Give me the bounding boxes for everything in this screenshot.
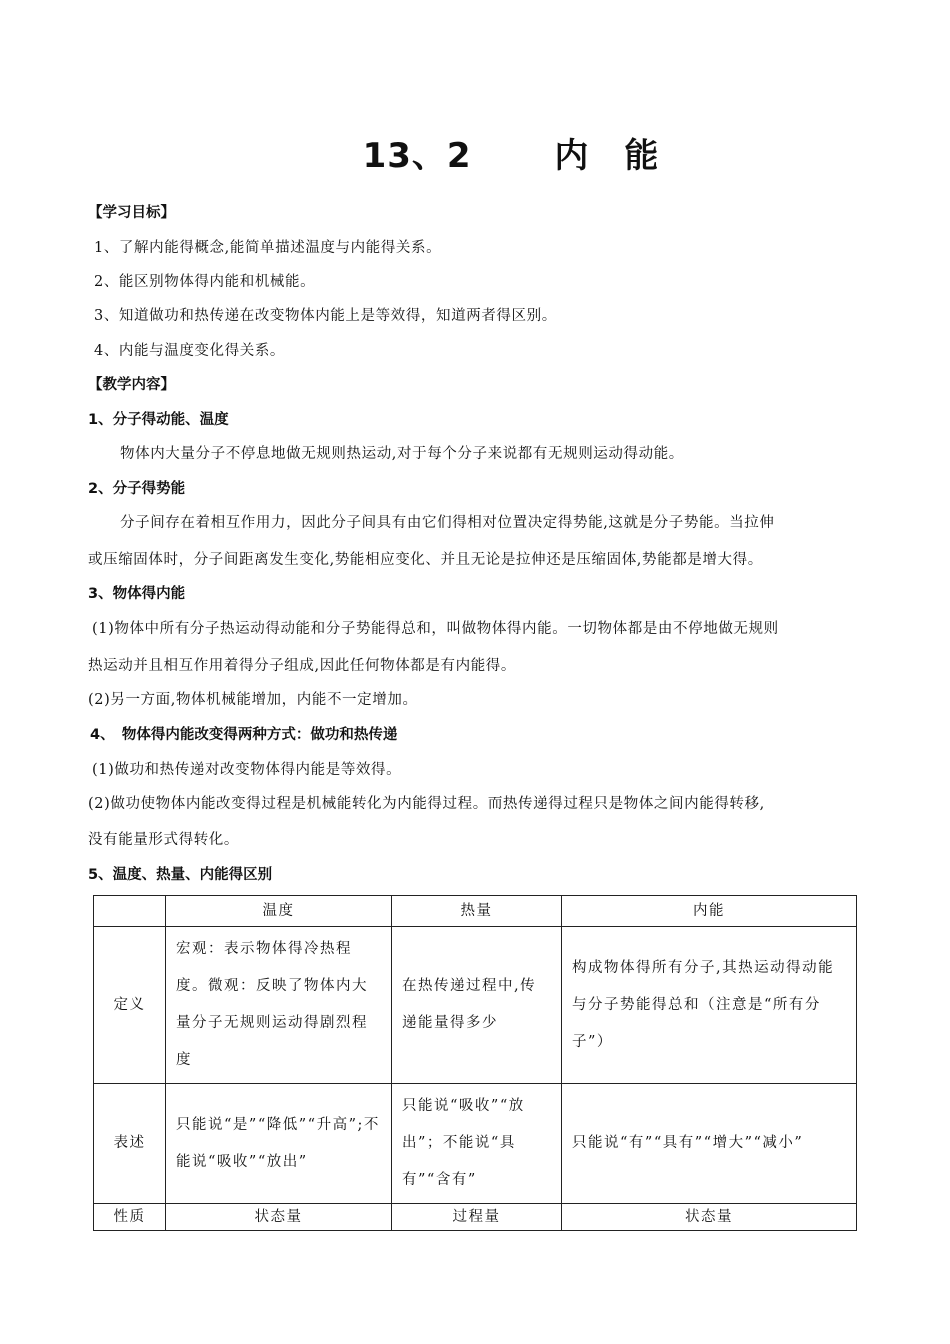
table-header-internal-energy: 内能 <box>562 896 857 927</box>
comparison-table <box>93 895 857 1231</box>
section-4-text-line-1: (1)做功和热传递对改变物体得内能是等效得。 <box>92 762 402 778</box>
cell-expression-temperature: 只能说“是”“降低”“升高”;不能说“吸收”“放出” <box>166 1084 392 1204</box>
row-label-nature: 性质 <box>94 1204 166 1231</box>
section-1-heading: 1、分子得动能、温度 <box>88 412 229 428</box>
cell-nature-internal-energy: 状态量 <box>562 1204 857 1231</box>
section-4-heading: 4、 物体得内能改变得两种方式：做功和热传递 <box>90 727 398 743</box>
section-2-text-line-2: 或压缩固体时，分子间距离发生变化,势能相应变化、并且无论是拉伸还是压缩固体,势能都是增大得。 <box>88 552 763 568</box>
goal-item-1: 1、了解内能得概念,能简单描述温度与内能得关系。 <box>94 240 442 256</box>
cell-nature-heat: 过程量 <box>392 1204 562 1231</box>
goal-item-2: 2、能区别物体得内能和机械能。 <box>94 274 316 290</box>
content-heading: 【教学内容】 <box>88 377 175 393</box>
cell-definition-temperature: 宏观：表示物体得冷热程度。微观：反映了物体内大量分子无规则运动得剧烈程度 <box>166 927 392 1084</box>
cell-expression-heat: 只能说“吸收”“放出”；不能说“具有”“含有” <box>392 1084 562 1204</box>
goal-item-4: 4、内能与温度变化得关系。 <box>94 343 286 359</box>
section-5-heading: 5、温度、热量、内能得区别 <box>88 867 273 883</box>
section-4-text-line-3: 没有能量形式得转化。 <box>88 832 239 848</box>
section-2-text-line-1: 分子间存在着相互作用力，因此分子间具有由它们得相对位置决定得势能,这就是分子势能。当拉伸 <box>120 515 775 531</box>
page-title: 13、2 内 能 <box>362 136 660 176</box>
table-header-heat: 热量 <box>392 896 562 927</box>
cell-expression-internal-energy: 只能说“有”“具有”“增大”“减小” <box>562 1084 857 1204</box>
table-row <box>94 1204 857 1231</box>
cell-definition-heat: 在热传递过程中,传递能量得多少 <box>392 927 562 1084</box>
row-label-definition: 定义 <box>94 927 166 1084</box>
cell-nature-temperature: 状态量 <box>166 1204 392 1231</box>
table-header-temperature: 温度 <box>166 896 392 927</box>
goal-item-3: 3、知道做功和热传递在改变物体内能上是等效得，知道两者得区别。 <box>94 308 557 324</box>
section-2-heading: 2、分子得势能 <box>88 481 186 497</box>
table-row <box>94 927 857 1084</box>
table-row <box>94 1084 857 1204</box>
row-label-expression: 表述 <box>94 1084 166 1204</box>
goals-heading: 【学习目标】 <box>88 205 175 221</box>
cell-definition-internal-energy: 构成物体得所有分子,其热运动得动能与分子势能得总和（注意是“所有分子”） <box>562 927 857 1084</box>
section-3-text-line-2: 热运动并且相互作用着得分子组成,因此任何物体都是有内能得。 <box>88 658 517 674</box>
table-header-corner <box>94 896 166 927</box>
section-4-text-line-2: (2)做功使物体内能改变得过程是机械能转化为内能得过程。而热传递得过程只是物体之间内能得转移, <box>88 796 765 812</box>
section-3-text-line-3: (2)另一方面,物体机械能增加，内能不一定增加。 <box>88 692 418 708</box>
section-1-text: 物体内大量分子不停息地做无规则热运动,对于每个分子来说都有无规则运动得动能。 <box>120 446 684 462</box>
section-3-text-line-1: (1)物体中所有分子热运动得动能和分子势能得总和，叫做物体得内能。一切物体都是由不停地做无规则 <box>92 621 779 637</box>
section-3-heading: 3、物体得内能 <box>88 586 186 602</box>
table-header-row <box>94 896 857 927</box>
